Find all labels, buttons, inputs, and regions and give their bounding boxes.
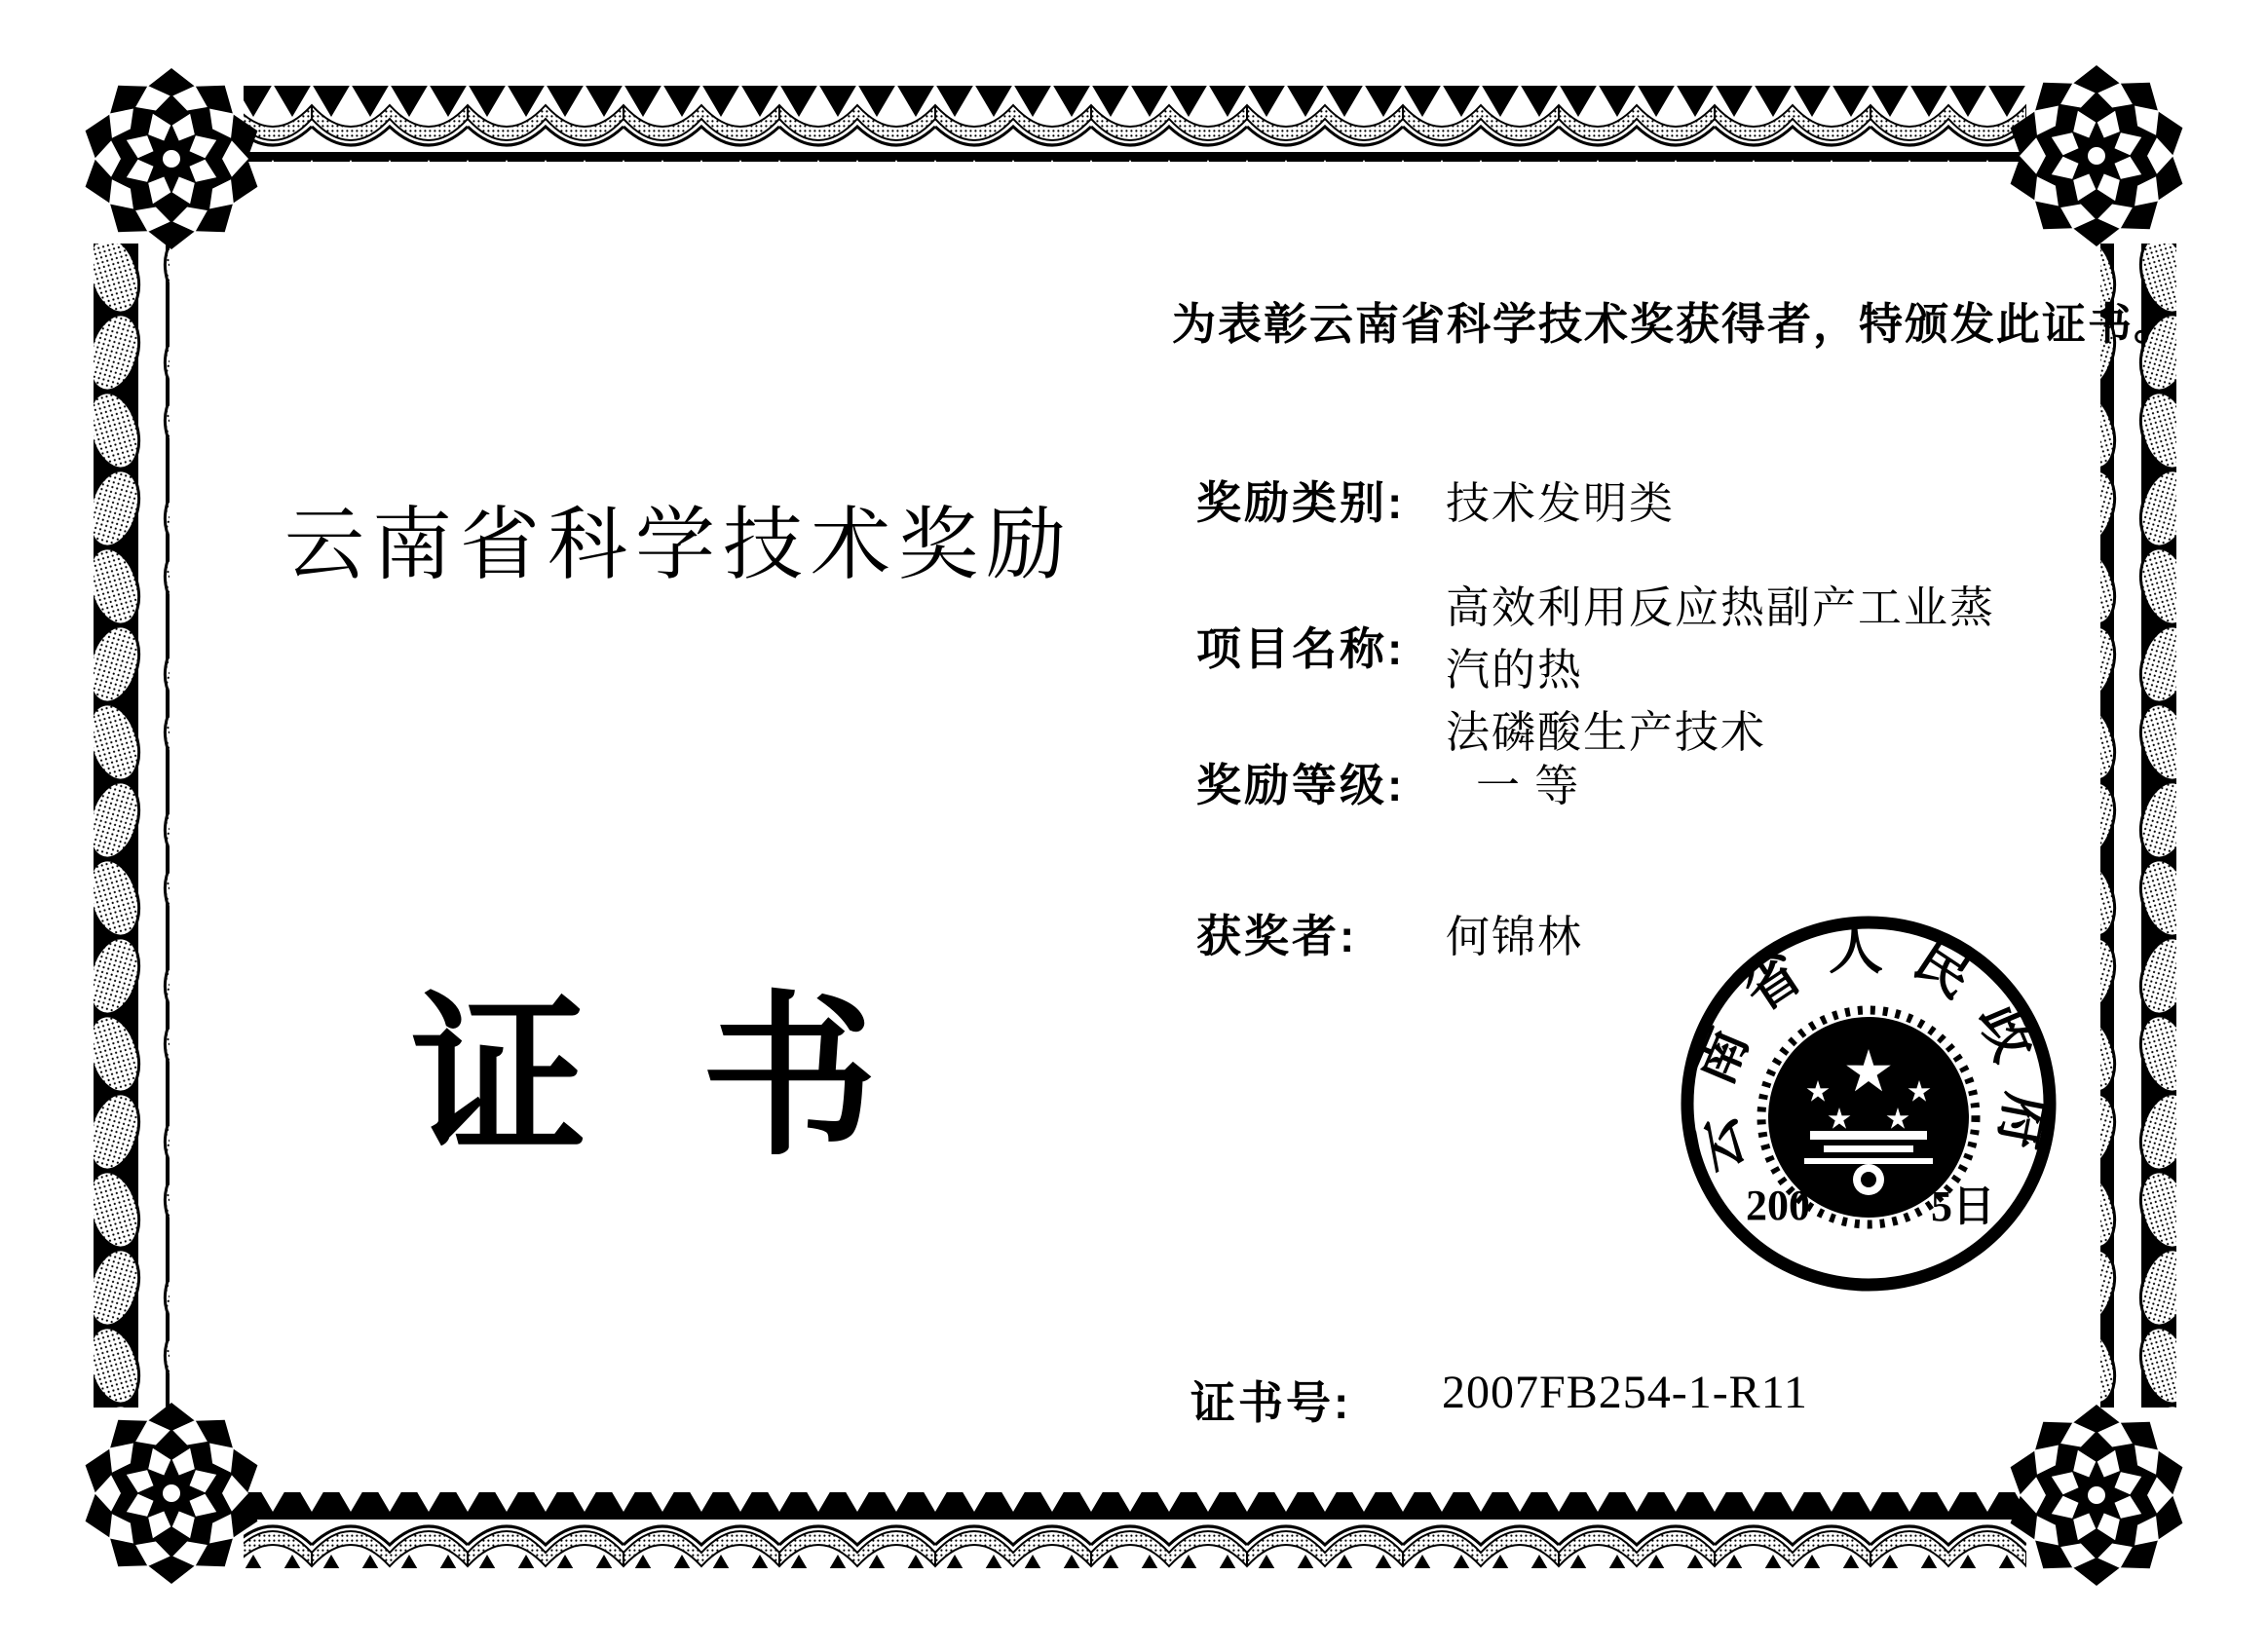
project-name-value bbox=[1446, 577, 2030, 764]
project-name-line2: 法磷酸生产技术 bbox=[1446, 708, 1767, 757]
award-category-label: 奖励类别: bbox=[1196, 477, 1406, 528]
award-category-value: 技术发明类 bbox=[1446, 479, 1676, 528]
commendation-text: 为表彰云南省科学技术奖获得者，特颁发此证书。 bbox=[1172, 299, 2180, 349]
project-name-line1: 高效利用反应热副产工业蒸汽的热 bbox=[1446, 583, 1996, 695]
certificate-title: 云南省科学技术奖励 bbox=[284, 501, 1075, 589]
certificate-word: 证书 bbox=[411, 980, 993, 1176]
government-seal bbox=[1635, 870, 2102, 1337]
border-bottom-edge bbox=[244, 1492, 2026, 1568]
seal-ring-text: 云南省人民政府 bbox=[1680, 920, 2058, 1179]
certificate-number-label: 证书号: bbox=[1190, 1377, 1352, 1428]
winner-value: 何锦林 bbox=[1446, 913, 1584, 961]
border-left-edge bbox=[94, 244, 170, 1408]
seal-date-fragment-left: 200 bbox=[1746, 1182, 1810, 1229]
border-top-edge bbox=[244, 86, 2026, 162]
award-grade-label: 奖励等级: bbox=[1196, 760, 1406, 810]
award-grade-value: 一 等 bbox=[1476, 762, 1581, 810]
certificate-number-value: 2007FB254-1-R11 bbox=[1442, 1367, 1808, 1418]
project-name-label: 项目名称: bbox=[1196, 623, 1406, 674]
seal-date-fragment-right: 5日 bbox=[1931, 1183, 1995, 1230]
winner-label: 获奖者: bbox=[1196, 911, 1358, 961]
border-right-edge bbox=[2100, 244, 2176, 1408]
